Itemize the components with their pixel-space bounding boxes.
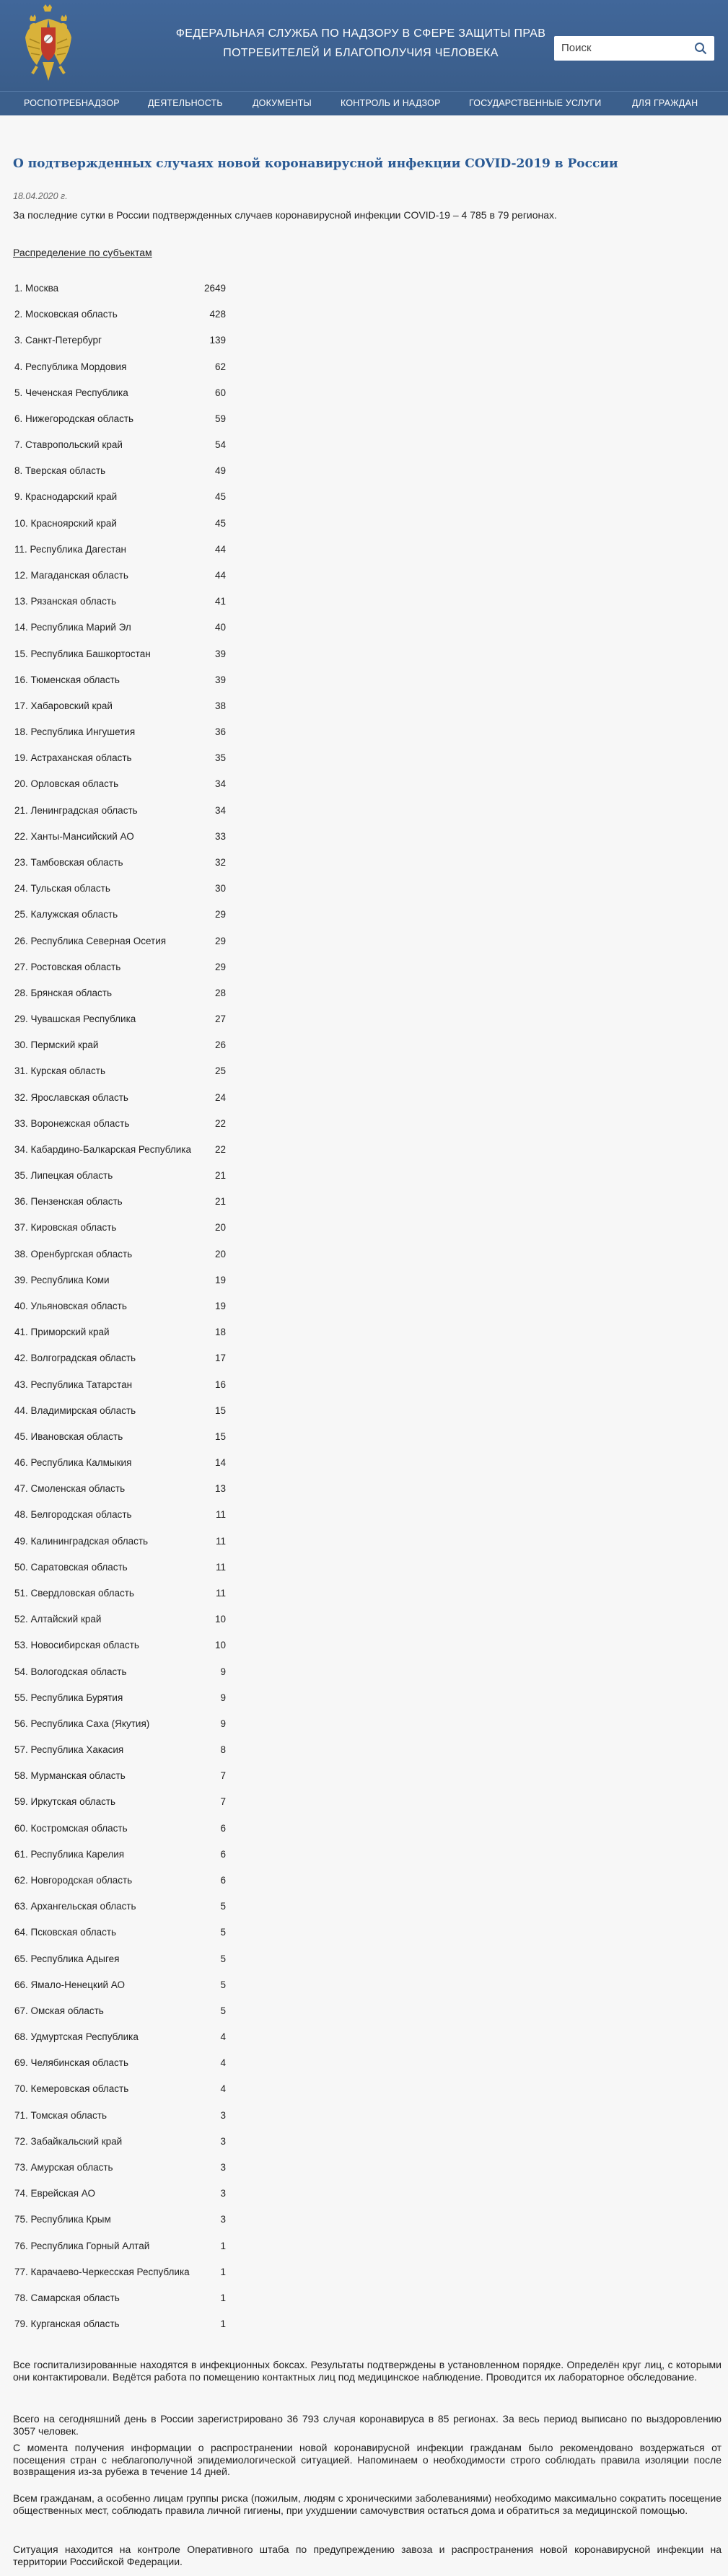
region-row [13,1847,226,1862]
region-row [13,1586,226,1601]
region-name: 34. Кабардино-Балкарская Республика [14,1143,192,1155]
region-name: 68. Удмуртская Республика [14,2031,139,2043]
region-count: 3 [220,2109,226,2121]
region-name: 40. Ульяновская область [14,1301,127,1312]
region-row [13,1743,226,1757]
region-row [13,490,226,504]
region-row [13,1378,226,1392]
region-count: 13 [214,1483,226,1495]
region-name: 44. Владимирская область [14,1405,136,1416]
region-row [13,986,226,1001]
region-row [13,307,226,322]
article-paragraph: С момента получения информации о распространении новой коронавирусной инфекции гражданам было рекомендовано воздержаться от посещения стран с неблагополучной эпидемиологической ситуацией. Напоминаем о необходимости строго соблюдать правила изоляции после возвращения из-за рубежа в течение 14 дней. [13,2442,722,2477]
region-row [13,777,226,791]
region-row [13,1117,226,1131]
region-count: 3 [220,2188,226,2199]
region-name: 47. Смоленская область [14,1483,126,1495]
region-name: 58. Мурманская область [14,1770,126,1782]
region-count: 19 [214,1274,226,1285]
region-count: 10 [214,1640,226,1651]
region-count: 33 [214,830,226,842]
region-row [13,673,226,687]
region-count: 8 [220,1744,226,1756]
region-name: 53. Новосибирская область [14,1640,139,1651]
region-count: 28 [214,987,226,998]
region-name: 25. Калужская область [14,909,118,920]
region-name: 61. Республика Карелия [14,1848,125,1860]
region-count: 25 [214,1065,226,1077]
region-name: 75. Республика Крым [14,2214,111,2225]
region-name: 38. Оренбургская область [14,1248,133,1260]
region-name: 26. Республика Северная Осетия [14,935,167,946]
region-row [13,2109,226,2123]
region-count: 3 [220,2161,226,2173]
region-row [13,360,226,374]
region-count: 44 [214,543,226,555]
region-row [13,438,226,452]
site-title-line-2: ПОТРЕБИТЕЛЕЙ И БЛАГОПОЛУЧИЯ ЧЕЛОВЕКА [223,47,499,59]
region-name: 69. Челябинская область [14,2057,128,2069]
region-count: 4 [220,2083,226,2095]
region-row [13,594,226,609]
region-name: 35. Липецкая область [14,1170,113,1182]
region-count: 60 [214,387,226,398]
region-row [13,2212,226,2227]
region-row [13,934,226,949]
region-count: 9 [220,1718,226,1729]
region-count: 20 [214,1248,226,1260]
article-summary: За последние сутки в России подтвержденных случаев коронавирусной инфекции COVID-19 – 4 785 в 79 регионах. [13,209,557,221]
region-count: 5 [220,1901,226,1912]
region-count: 59 [214,413,226,424]
region-count: 5 [220,1927,226,1938]
region-count: 1 [220,2240,226,2251]
nav-item-documents[interactable]: ДОКУМЕНТЫ [253,98,312,108]
region-name: 72. Забайкальский край [14,2135,123,2147]
region-count: 20 [214,1222,226,1234]
region-row [13,2291,226,2305]
region-count: 11 [215,1561,226,1573]
region-name: 54. Вологодская область [14,1666,127,1677]
content-area [0,115,728,2576]
region-name: 22. Ханты-Мансийский АО [14,830,134,842]
region-name: 43. Республика Татарстан [14,1379,133,1390]
region-row [13,1430,226,1444]
main-nav [0,91,728,115]
region-name: 30. Пермский край [14,1039,99,1051]
region-row [13,412,226,426]
region-count: 29 [214,961,226,972]
region-count: 15 [214,1405,226,1416]
region-row [13,1456,226,1470]
region-name: 78. Самарская область [14,2292,120,2303]
article-paragraph: Всего на сегодняшний день в России зарегистрировано 36 793 случая коронавируса в 85 регионах. За весь период выписано по выздоровлению 3057 человек. [13,2413,722,2437]
article-title: О подтвержденных случаях новой коронавирусной инфекции COVID-2019 в России [13,157,618,171]
region-row [13,2030,226,2044]
site-title-line-1: ФЕДЕРАЛЬНАЯ СЛУЖБА ПО НАДЗОРУ В СФЕРЕ ЗАЩИТЫ ПРАВ [175,27,546,40]
region-row [13,2160,226,2175]
region-row [13,1508,226,1522]
region-row [13,1691,226,1705]
region-count: 54 [214,439,226,451]
region-row [13,1143,226,1157]
region-name: 12. Магаданская область [14,569,128,581]
region-row [13,1482,226,1496]
region-name: 14. Республика Марий Эл [14,622,131,633]
nav-item-control[interactable]: КОНТРОЛЬ И НАДЗОР [341,98,441,108]
region-name: 57. Республика Хакасия [14,1744,124,1756]
region-count: 6 [220,1822,226,1834]
region-row [13,333,226,348]
region-name: 39. Республика Коми [14,1274,110,1285]
region-row [13,1012,226,1027]
region-count: 1 [220,2318,226,2330]
article-paragraph: Все госпитализированные находятся в инфекционных боксах. Результаты подтверждены в установленном порядке. Определён круг лиц, с которыми они контактировали. Ведётся работа по помещению контактных лиц под медицинское наблюдение. Проводится их лабораторное обследование. [13,2359,722,2383]
region-count: 36 [214,726,226,738]
region-name: 67. Омская область [14,2005,104,2016]
region-row [13,1169,226,1183]
region-name: 7. Ставропольский край [14,439,123,451]
region-count: 32 [214,856,226,868]
region-row [13,1795,226,1809]
region-row [13,1404,226,1418]
region-name: 8. Тверская область [14,465,106,477]
region-count: 21 [214,1170,226,1182]
region-row [13,2317,226,2331]
region-name: 56. Республика Саха (Якутия) [14,1718,150,1729]
region-name: 70. Кемеровская область [14,2083,129,2095]
region-row [13,2135,226,2149]
region-name: 18. Республика Ингушетия [14,726,136,738]
region-name: 23. Тамбовская область [14,856,123,868]
region-row [13,1247,226,1262]
region-count: 40 [214,622,226,633]
region-count: 34 [214,804,226,816]
region-count: 11 [215,1535,226,1547]
region-count: 9 [220,1666,226,1677]
region-name: 5. Чеченская Республика [14,387,128,398]
region-row [13,1612,226,1627]
region-name: 19. Астраханская область [14,752,132,764]
region-count: 4 [220,2031,226,2043]
distribution-heading: Распределение по субъектам [13,247,152,258]
region-count: 16 [214,1379,226,1390]
region-name: 21. Ленинградская область [14,804,138,816]
region-count: 30 [214,883,226,894]
region-row [13,699,226,713]
region-count: 34 [214,778,226,790]
region-count: 17 [214,1353,226,1364]
region-name: 71. Томская область [14,2109,108,2121]
region-name: 17. Хабаровский край [14,700,113,711]
region-row [13,516,226,531]
region-row [13,907,226,922]
nav-item-activity[interactable]: ДЕЯТЕЛЬНОСТЬ [148,98,223,108]
region-row [13,804,226,818]
region-name: 33. Воронежская область [14,1117,130,1129]
region-name: 79. Курганская область [14,2318,120,2330]
region-name: 77. Карачаево-Черкесская Республика [14,2266,190,2277]
region-count: 22 [214,1117,226,1129]
search-icon[interactable] [694,42,707,55]
region-row [13,1534,226,1549]
region-row [13,856,226,870]
region-row [13,647,226,661]
region-count: 139 [209,335,226,346]
region-name: 62. Новгородская область [14,1874,133,1886]
region-name: 27. Ростовская область [14,961,121,972]
region-name: 49. Калининградская область [14,1535,149,1547]
region-row [13,830,226,844]
region-count: 29 [214,909,226,920]
region-name: 48. Белгородская область [14,1509,132,1521]
region-count: 5 [220,2005,226,2016]
region-count: 5 [220,1979,226,1990]
region-name: 6. Нижегородская область [14,413,134,424]
site-title[interactable] [144,24,577,63]
region-row [13,1952,226,1966]
region-row [13,1560,226,1575]
region-row [13,281,226,296]
region-count: 7 [220,1796,226,1808]
region-row [13,1273,226,1288]
region-name: 10. Красноярский край [14,517,117,529]
region-name: 41. Приморский край [14,1327,110,1338]
region-count: 22 [214,1143,226,1155]
region-row [13,2265,226,2280]
region-name: 46. Республика Калмыкия [14,1457,132,1469]
region-name: 36. Пензенская область [14,1196,123,1208]
region-count: 35 [214,752,226,764]
region-count: 1 [220,2266,226,2277]
region-name: 11. Республика Дагестан [14,543,126,555]
region-name: 15. Республика Башкортостан [14,648,151,659]
region-count: 19 [214,1301,226,1312]
region-name: 60. Костромская область [14,1822,128,1834]
region-count: 49 [214,465,226,477]
region-name: 66. Ямало-Ненецкий АО [14,1979,125,1990]
region-row [13,1899,226,1914]
region-name: 51. Свердловская область [14,1588,134,1599]
region-name: 1. Москва [14,283,59,294]
article-date: 18.04.2020 г. [13,191,68,201]
article-paragraph: Ситуация находится на контроле Оперативного штаба по предупреждению завоза и распространения новой коронавирусной инфекции на территории Российской Федерации. [13,2544,722,2567]
region-row [13,1821,226,1836]
region-count: 2649 [203,283,226,294]
region-name: 24. Тульская область [14,883,110,894]
region-row [13,2004,226,2018]
region-name: 59. Иркутская область [14,1796,116,1808]
region-row [13,1064,226,1078]
region-name: 55. Республика Бурятия [14,1692,123,1703]
region-row [13,464,226,478]
region-count: 45 [214,517,226,529]
region-count: 29 [214,935,226,946]
region-name: 45. Ивановская область [14,1430,123,1442]
search-input[interactable] [554,36,714,61]
article-paragraph: Всем гражданам, а особенно лицам группы риска (пожилым, людям с хроническими заболеваниями) необходимо максимально сократить посещение общественных мест, соблюдать правила личной гигиены, при ухудшении самочувствия остаться дома и обратиться за медицинской помощью. [13,2492,722,2516]
region-count: 9 [220,1692,226,1703]
region-name: 76. Республика Горный Алтай [14,2240,150,2251]
region-name: 13. Рязанская область [14,596,117,607]
region-count: 5 [220,1953,226,1964]
region-name: 63. Архангельская область [14,1901,136,1912]
region-count: 18 [214,1327,226,1338]
region-name: 74. Еврейская АО [14,2188,95,2199]
region-name: 3. Санкт-Петербург [14,335,102,346]
region-name: 73. Амурская область [14,2161,113,2173]
region-count: 41 [214,596,226,607]
region-row [13,1665,226,1679]
region-row [13,542,226,557]
region-count: 24 [214,1091,226,1103]
region-count: 38 [214,700,226,711]
header-banner [0,0,728,91]
region-count: 62 [214,361,226,372]
region-row [13,725,226,739]
region-count: 428 [209,309,226,320]
region-row [13,1769,226,1783]
nav-item-rospotrebnadzor[interactable]: РОСПОТРЕБНАДЗОР [24,98,120,108]
region-row [13,2239,226,2254]
region-count: 21 [214,1196,226,1208]
region-count: 14 [214,1457,226,1469]
region-row [13,1195,226,1209]
search-placeholder: Поиск [561,42,592,54]
region-count: 15 [214,1430,226,1442]
region-name: 52. Алтайский край [14,1614,102,1625]
region-row [13,1325,226,1340]
region-count: 6 [220,1874,226,1886]
region-row [13,1925,226,1940]
region-count: 10 [214,1614,226,1625]
double-headed-eagle-icon[interactable] [24,3,73,87]
region-count: 11 [215,1509,226,1521]
region-row [13,751,226,765]
region-row [13,1351,226,1366]
region-row [13,882,226,896]
region-row [13,620,226,635]
region-name: 2. Московская область [14,309,118,320]
region-name: 31. Курская область [14,1065,105,1077]
region-name: 50. Саратовская область [14,1561,128,1573]
region-row [13,1038,226,1052]
nav-item-services[interactable]: ГОСУДАРСТВЕННЫЕ УСЛУГИ [469,98,602,108]
region-name: 65. Республика Адыгея [14,1953,120,1964]
region-row [13,2186,226,2201]
region-count: 27 [214,1014,226,1025]
region-row [13,1091,226,1105]
region-count: 44 [214,569,226,581]
region-row [13,1299,226,1314]
region-row [13,386,226,400]
region-row [13,1221,226,1235]
region-row [13,1873,226,1888]
region-count: 45 [214,491,226,503]
region-name: 32. Ярославская область [14,1091,128,1103]
region-count: 7 [220,1770,226,1782]
region-name: 64. Псковская область [14,1927,117,1938]
region-row [13,2056,226,2070]
region-count: 3 [220,2135,226,2147]
region-count: 4 [220,2057,226,2069]
nav-item-citizens[interactable]: ДЛЯ ГРАЖДАН [632,98,698,108]
region-row [13,960,226,975]
region-name: 29. Чувашская Республика [14,1014,136,1025]
region-name: 37. Кировская область [14,1222,117,1234]
region-count: 26 [214,1039,226,1051]
region-row [13,2082,226,2096]
region-name: 16. Тюменская область [14,674,120,685]
region-count: 11 [215,1588,226,1599]
region-name: 4. Республика Мордовия [14,361,127,372]
region-count: 1 [220,2292,226,2303]
region-name: 28. Брянская область [14,987,113,998]
region-row [13,1717,226,1731]
region-count: 6 [220,1848,226,1860]
region-count: 3 [220,2214,226,2225]
region-row [13,568,226,583]
region-row [13,1638,226,1653]
region-count: 39 [214,648,226,659]
region-name: 42. Волгоградская область [14,1353,136,1364]
site-header [0,0,728,115]
region-name: 9. Краснодарский край [14,491,118,503]
region-row [13,1978,226,1992]
region-count: 39 [214,674,226,685]
region-name: 20. Орловская область [14,778,119,790]
